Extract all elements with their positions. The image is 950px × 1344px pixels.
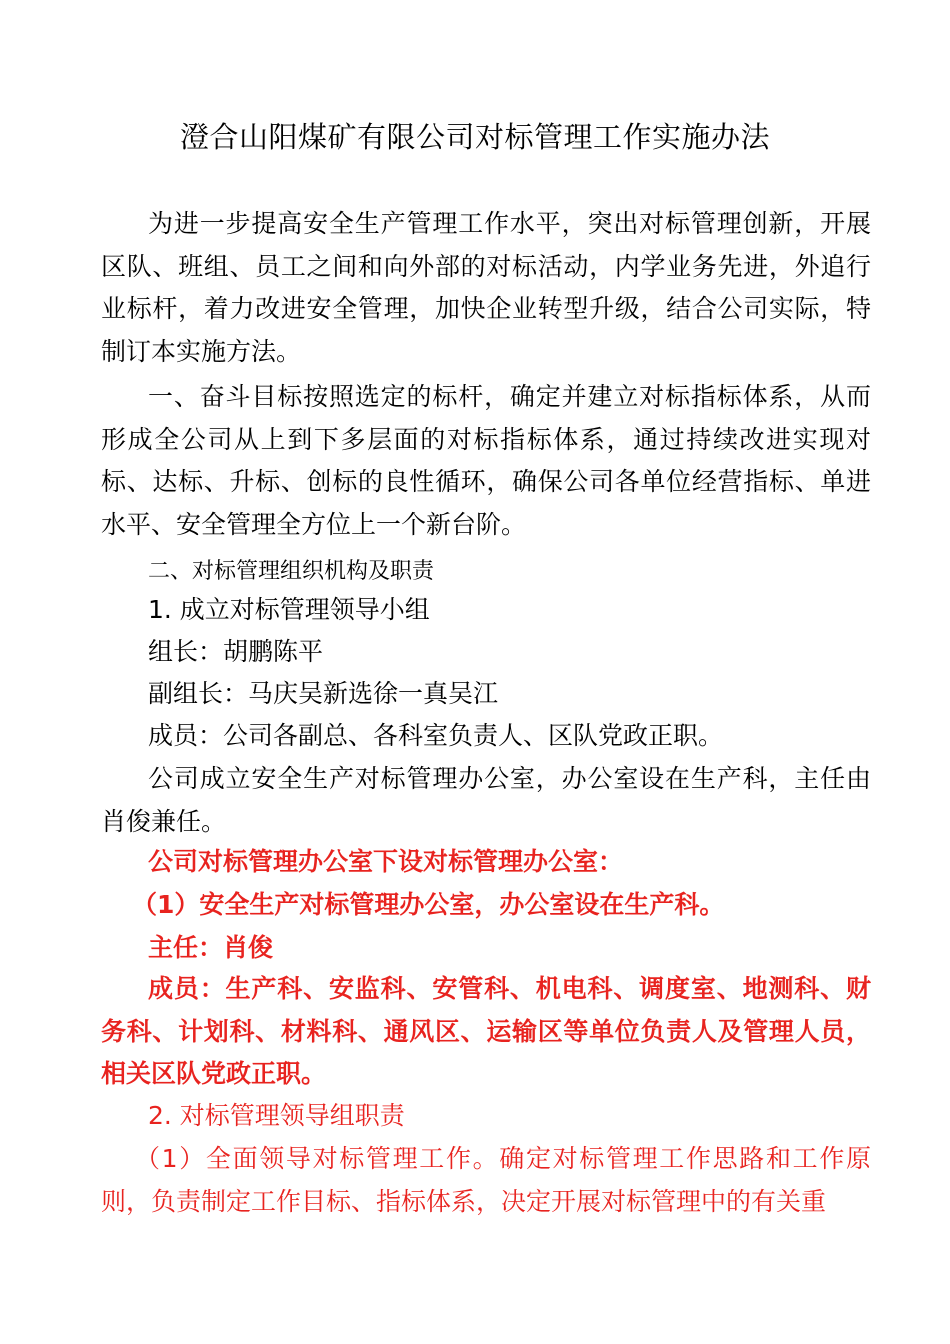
document-title: 澄合山阳煤矿有限公司对标管理工作实施办法 [179, 120, 770, 154]
office-sub-heading: 公司对标管理办公室下设对标管理办公室： [148, 847, 624, 876]
group-members: 成员：公司各副总、各科室负责人、区队党政正职。 [148, 721, 724, 750]
item-2-heading: 2. 对标管理领导组职责 [148, 1101, 405, 1130]
deputy-leader: 副组长：马庆吴新选徐一真吴江 [148, 679, 499, 708]
group-leader: 组长：胡鹏陈平 [148, 637, 324, 666]
office-director: 主任：肖俊 [148, 933, 274, 962]
section-1-paragraph: 一、奋斗目标按照选定的标杆，确定并建立对标指标体系，从而形成全公司从上到下多层面的对标指标体系，通过持续改进实现对标、达标、升标、创标的良性循环，确保公司各单位经营指标、单进水平、安全管理全方位上一个新台阶。 [101, 382, 871, 539]
item-1-heading: 1. 成立对标管理领导小组 [148, 595, 430, 624]
office-paragraph: 公司成立安全生产对标管理办公室，办公室设在生产科，主任由肖俊兼任。 [101, 764, 871, 836]
office-sub-item-1: （1）安全生产对标管理办公室，办公室设在生产科。 [132, 890, 725, 919]
intro-paragraph: 为进一步提高安全生产管理工作水平，突出对标管理创新，开展区队、班组、员工之间和向外部的对标活动，内学业务先进，外追行业标杆，着力改进安全管理，加快企业转型升级，结合公司实际，特制订本实施方法。 [101, 209, 871, 366]
duty-1-paragraph: （1）全面领导对标管理工作。确定对标管理工作思路和工作原则，负责制定工作目标、指标体系，决定开展对标管理中的有关重 [101, 1144, 871, 1216]
office-members: 成员：生产科、安监科、安管科、机电科、调度室、地测科、财务科、计划科、材料科、通风区、运输区等单位负责人及管理人员，相关区队党政正职。 [101, 974, 871, 1088]
section-2-heading: 二、对标管理组织机构及职责 [148, 559, 435, 584]
